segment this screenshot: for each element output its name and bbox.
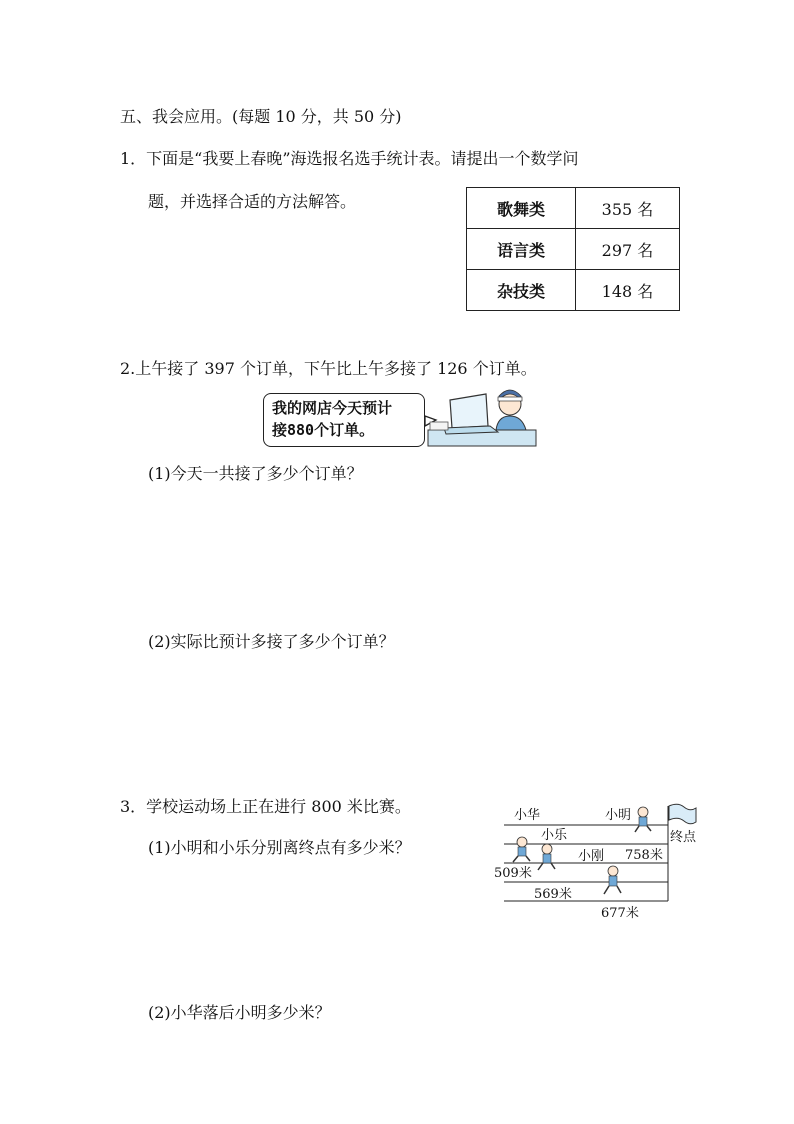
- q2-stem: 2.上午接了 397 个订单，下午比上午多接了 126 个订单。: [120, 359, 537, 378]
- registration-table: [466, 187, 680, 311]
- category-cell: 歌舞类: [467, 188, 576, 229]
- q1-text-line2: 题，并选择合适的方法解答。: [148, 192, 357, 211]
- laptop-base: [444, 426, 498, 434]
- q2-sub2: (2)实际比预计多接了多少个订单？: [148, 632, 395, 651]
- count-cell: 355 名: [576, 188, 680, 229]
- flag-icon: [669, 804, 696, 824]
- q3-stem: 3．学校运动场上正在进行 800 米比赛。: [120, 797, 411, 816]
- count-cell: 148 名: [576, 270, 680, 311]
- q3-sub1: (1)小明和小乐分别离终点有多少米？: [148, 838, 411, 857]
- runner-xiaohua: [513, 837, 530, 862]
- distance-677: 677米: [601, 906, 639, 921]
- runner-xiaole: [538, 844, 555, 870]
- laptop-screen: [450, 394, 488, 428]
- section-title: 五、我会应用。(每题 10 分，共 50 分): [120, 107, 402, 126]
- shopkeeper-computer-illustration: [422, 386, 542, 450]
- table-row: [467, 229, 680, 270]
- headband: [498, 397, 522, 401]
- table-row: [467, 188, 680, 229]
- table-row: [467, 270, 680, 311]
- distance-509: 509米: [494, 866, 532, 881]
- category-cell: 杂技类: [467, 270, 576, 311]
- category-cell: 语言类: [467, 229, 576, 270]
- distance-569: 569米: [534, 887, 572, 902]
- finish-label: 终点: [670, 830, 697, 845]
- q3-sub2: (2)小华落后小明多少米？: [148, 1003, 331, 1022]
- count-cell: 297 名: [576, 229, 680, 270]
- papers: [430, 422, 448, 430]
- runner-xiaogang: [604, 866, 621, 894]
- label-xiaohua: 小华: [514, 808, 541, 823]
- speech-bubble: [263, 393, 425, 447]
- race-track-figure: [492, 800, 712, 930]
- label-xiaoming: 小明: [605, 808, 632, 823]
- bubble-line1: 我的网店今天预计: [272, 399, 393, 417]
- runner-xiaoming: [635, 807, 651, 832]
- q1-text-line1: 1．下面是“我要上春晚”海选报名选手统计表。请提出一个数学问: [120, 149, 579, 168]
- bubble-line2: 接880个订单。: [272, 421, 375, 439]
- person-body: [496, 416, 526, 430]
- distance-758: 758米: [625, 848, 663, 863]
- label-xiaogang: 小刚: [578, 849, 605, 864]
- q2-sub1: (1)今天一共接了多少个订单？: [148, 464, 363, 483]
- label-xiaole: 小乐: [541, 828, 568, 843]
